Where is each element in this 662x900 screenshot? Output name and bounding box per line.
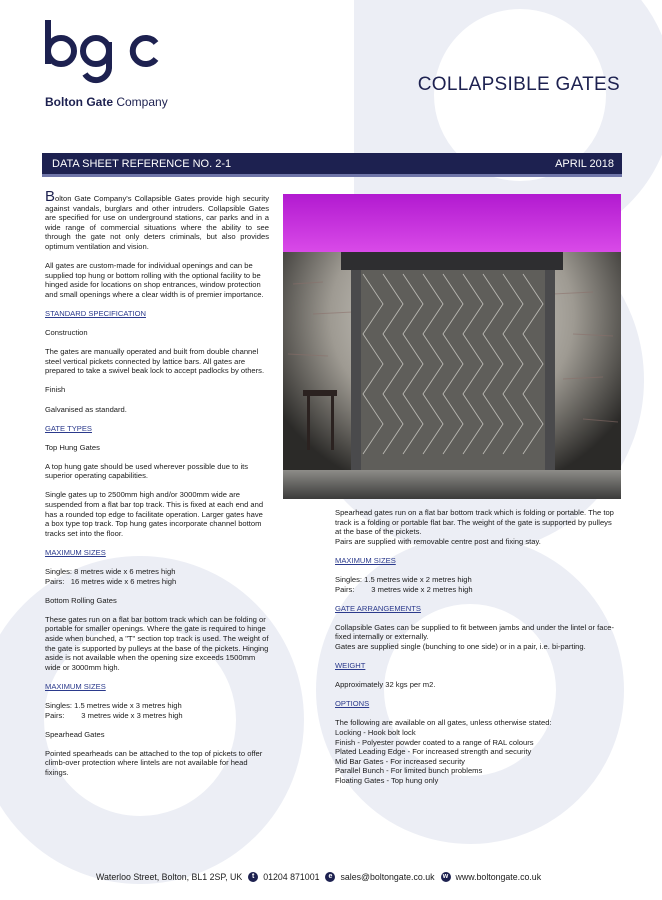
intro-paragraph — [45, 188, 269, 252]
spearhead-continuation-1: Spearhead gates run on a flat bar bottom track which is folding or portable. The top track is a folding or portable flat bar. The weight of the gate is supported by pulleys at the base of the pickets. — [335, 508, 614, 537]
max-sizes-bottom-rolling — [45, 701, 269, 720]
max-sizes-bottom-rolling-singles: Singles: 1.5 metres wide x 3 metres high — [45, 700, 182, 710]
company-name — [45, 95, 168, 109]
max-sizes-top-hung-heading: MAXIMUM SIZES — [45, 547, 106, 557]
option-item: Floating Gates - Top hung only — [335, 775, 439, 785]
option-item: Locking - Hook bolt lock — [335, 727, 416, 737]
footer-website[interactable]: www.boltongate.co.uk — [455, 872, 542, 882]
max-sizes-spearhead — [335, 575, 617, 594]
issue-date: APRIL 2018 — [555, 157, 614, 170]
company-name-bold: Bolton Gate — [45, 95, 113, 109]
footer-phone[interactable]: 01204 871001 — [263, 872, 320, 882]
company-name-rest: Company — [113, 95, 168, 109]
footer-address: Waterloo Street, Bolton, BL1 2SP, UK — [96, 872, 243, 882]
max-sizes-bottom-rolling-pairs: Pairs: 3 metres wide x 3 metres high — [45, 710, 183, 720]
spearhead-continuation-2: Pairs are supplied with removable centre post and fixing stay. — [335, 536, 541, 546]
gate-arrangements-text-1: Collapsible Gates can be supplied to fit between jambs and under the lintel or face-fixed internally or externally. — [335, 622, 615, 642]
web-icon: w — [441, 872, 451, 882]
gate-types-heading: GATE TYPES — [45, 423, 92, 433]
max-sizes-top-hung-pairs: Pairs: 16 metres wide x 6 metres high — [45, 576, 177, 586]
top-hung-heading: Top Hung Gates — [45, 442, 100, 452]
footer-contact — [96, 870, 576, 884]
spearhead-heading: Spearhead Gates — [45, 729, 105, 739]
options-intro: The following are available on all gates, unless otherwise stated: — [335, 718, 552, 728]
construction-text: The gates are manually operated and built from double channel steel vertical pickets connected by lattice bars. All gates are prepared to take a swivel beak lock to accept padlocks by others. — [45, 347, 265, 376]
option-item: Mid Bar Gates - For increased security — [335, 756, 465, 766]
footer-email[interactable]: sales@boltongate.co.uk — [340, 872, 435, 882]
finish-heading: Finish — [45, 385, 66, 395]
standard-specification-heading: STANDARD SPECIFICATION — [45, 308, 146, 318]
max-sizes-spearhead-pairs: Pairs: 3 metres wide x 2 metres high — [335, 584, 473, 594]
spearhead-text: Pointed spearheads can be attached to the top of pickets to offer climb-over protection where lintels are not available for head fixings. — [45, 748, 263, 777]
reference-band — [42, 153, 622, 177]
custom-made-paragraph: All gates are custom-made for individual openings and can be supplied top hung or bottom rolling with the optional facility to be hinged aside for locations on shop entrances, window protection and small openings where a clear width is of premier importance. — [45, 261, 264, 299]
reference-number: DATA SHEET REFERENCE NO. 2-1 — [52, 157, 232, 170]
option-item: Finish - Polyester powder coated to a range of RAL colours — [335, 737, 534, 747]
bottom-rolling-heading: Bottom Rolling Gates — [45, 595, 117, 605]
max-sizes-spearhead-heading: MAXIMUM SIZES — [335, 555, 396, 565]
max-sizes-bottom-rolling-heading: MAXIMUM SIZES — [45, 681, 106, 691]
intro-initial: B — [45, 188, 56, 205]
bottom-rolling-text: These gates run on a flat bar bottom track which can be folding or portable for smaller openings. Where the gate is required to hinge aside when bunched, a "T" section top track is used. The weight of the gate is supported by pulleys at the base of the pickets. Hinging aside is not available when the opening size exceeds 1500mm wide or 3000mm high. — [45, 614, 269, 672]
email-icon: e — [325, 872, 335, 882]
construction-heading: Construction — [45, 328, 88, 338]
options-list — [335, 718, 617, 785]
option-item: Parallel Bunch - For limited bunch problems — [335, 766, 483, 776]
spearhead-continuation — [335, 508, 617, 546]
intro-text: olton Gate Company's Collapsible Gates provide high security against vandals, burglars and other intruders. Collapsible Gates are specified for use on underground stations, car parks and in a wide range of commercial situations where the ability to see through the gate not only deters criminals, but also provides optimum ventilation and vision. — [45, 194, 269, 251]
option-item: Plated Leading Edge - For increased strength and security — [335, 747, 532, 757]
max-sizes-top-hung-singles: Singles: 8 metres wide x 6 metres high — [45, 567, 176, 577]
weight-text: Approximately 32 kgs per m2. — [335, 680, 436, 690]
right-column — [335, 508, 617, 795]
top-hung-text: A top hung gate should be used wherever possible due to its superior operating capabilities. — [45, 461, 249, 481]
options-heading: OPTIONS — [335, 699, 370, 709]
weight-heading: WEIGHT — [335, 661, 366, 671]
max-sizes-top-hung — [45, 567, 269, 586]
left-column — [45, 188, 269, 787]
page-title: COLLAPSIBLE GATES — [417, 74, 620, 95]
gate-arrangements-heading: GATE ARRANGEMENTS — [335, 603, 421, 613]
collapsible-gate-photo — [283, 194, 621, 499]
phone-icon: t — [248, 872, 258, 882]
finish-text: Galvanised as standard. — [45, 404, 127, 414]
gate-arrangements-text-2: Gates are supplied single (bunching to one side) or in a pair, i.e. bi-parting. — [335, 641, 586, 651]
max-sizes-spearhead-singles: Singles: 1.5 metres wide x 2 metres high — [335, 574, 472, 584]
single-gates-text: Single gates up to 2500mm high and/or 3000mm wide are suspended from a flat bar top track. This is fixed at each end and has a rounded top edge to facilitate operation. Larger gates have a box type top track. Top hung gates incorporate channel bottom tracks set into the floor. — [45, 490, 264, 538]
bgc-logo — [42, 18, 162, 88]
gate-arrangements-text — [335, 623, 617, 652]
